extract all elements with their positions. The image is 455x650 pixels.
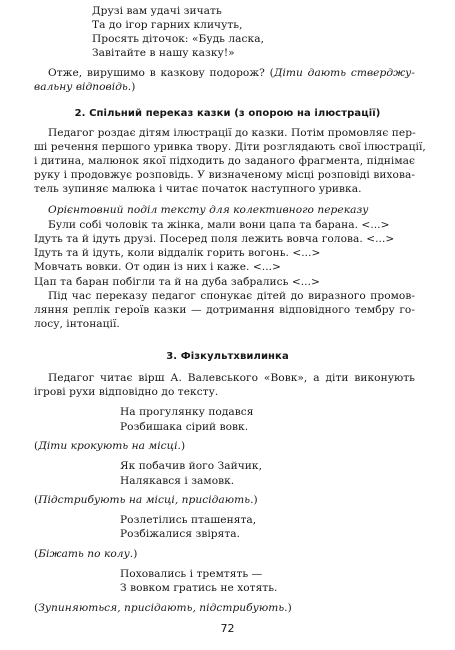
- poem-line: Та до ігор гарних кличуть,: [92, 19, 243, 31]
- fragment-line: Цап та баран побігли та й на дуба забрались <...>: [34, 276, 320, 288]
- paragraph-line: ші речення першого уривка твору. Діти розглядають свої ілюстрації,: [34, 141, 426, 153]
- paragraph-line: ігрові рухи відповідно до тексту.: [34, 386, 219, 398]
- poem-line: Як побачив його Зайчик,: [120, 460, 262, 472]
- intro-italic: вальну відповідь: [34, 81, 128, 93]
- fragment-line: Ідуть та й ідуть друзі. Посеред поля лежить вовча голова. <...>: [34, 233, 395, 245]
- poem-line: Друзі вам удачі зичать: [92, 5, 222, 17]
- intro-italic: Діти дають стверджу-: [273, 67, 416, 79]
- paragraph-line: ляння реплік героїв казки — дотримання відповідного тембру го-: [34, 304, 415, 316]
- section-2-heading: 2. Спільний переказ казки (з опорою на ілюстрації): [74, 108, 381, 119]
- intro-paragraph-line: [34, 66, 415, 81]
- fragment-line: Мовчать вовки. От один із них і каже. <...>: [34, 261, 281, 273]
- poem-line: З вовком гратись не хотять.: [120, 582, 278, 594]
- poem-line: Завітайте в нашу казку!»: [92, 47, 235, 59]
- intro-text: .): [127, 81, 136, 93]
- poem-line: Просять діточок: «Будь ласка,: [92, 33, 264, 45]
- poem-line: Поховались і тремтять —: [120, 568, 263, 580]
- division-heading: Орієнтовний поділ тексту для колективного переказу: [48, 204, 369, 216]
- stage-direction: (Діти крокують на місці.): [34, 440, 186, 452]
- poem-line: Розбишака сірий вовк.: [120, 421, 249, 433]
- poem-line: На прогулянку подався: [120, 406, 254, 418]
- paragraph-line: Під час переказу педагог спонукає дітей до виразного промов-: [48, 290, 415, 302]
- paragraph-line: Педагог роздає дітям ілюстрації до казки. Потім промовляє пер-: [48, 127, 416, 139]
- paragraph-line: руку і продовжує розповідь. У визначеному місці розповіді вихова-: [34, 169, 415, 181]
- paragraph-line: і дитина, малюнок якої підходить до заданого фрагмента, піднімає: [34, 155, 415, 167]
- paragraph-line: Педагог читає вірш А. Валевського «Вовк», а діти виконують: [48, 372, 415, 384]
- stage-direction: (Біжать по колу.): [34, 548, 138, 560]
- section-3-heading: 3. Фізкультхвилинка: [166, 351, 289, 362]
- page-number: 72: [220, 622, 235, 635]
- fragment-line: Ідуть та й ідуть, коли віддалік горить вогонь. <...>: [34, 247, 321, 259]
- intro-text: Отже, вирушимо в казкову подорож? (: [48, 67, 274, 79]
- fragment-line: Були собі чоловік та жінка, мали вони цапа та барана. <...>: [48, 219, 390, 231]
- intro-paragraph-line: [34, 80, 135, 95]
- poem-line: Розбіжалися звірята.: [120, 528, 241, 540]
- paragraph-line: тель зупиняє малюка і читає початок наступного уривка.: [34, 183, 362, 195]
- stage-direction: (Підстрибують на місці, присідають.): [34, 494, 258, 506]
- stage-direction: (Зупиняються, присідають, підстрибують.): [34, 602, 292, 614]
- poem-line: Налякався і замовк.: [120, 475, 235, 487]
- paragraph-line: лосу, інтонації.: [34, 318, 120, 330]
- poem-line: Розлетілись пташенята,: [120, 514, 257, 526]
